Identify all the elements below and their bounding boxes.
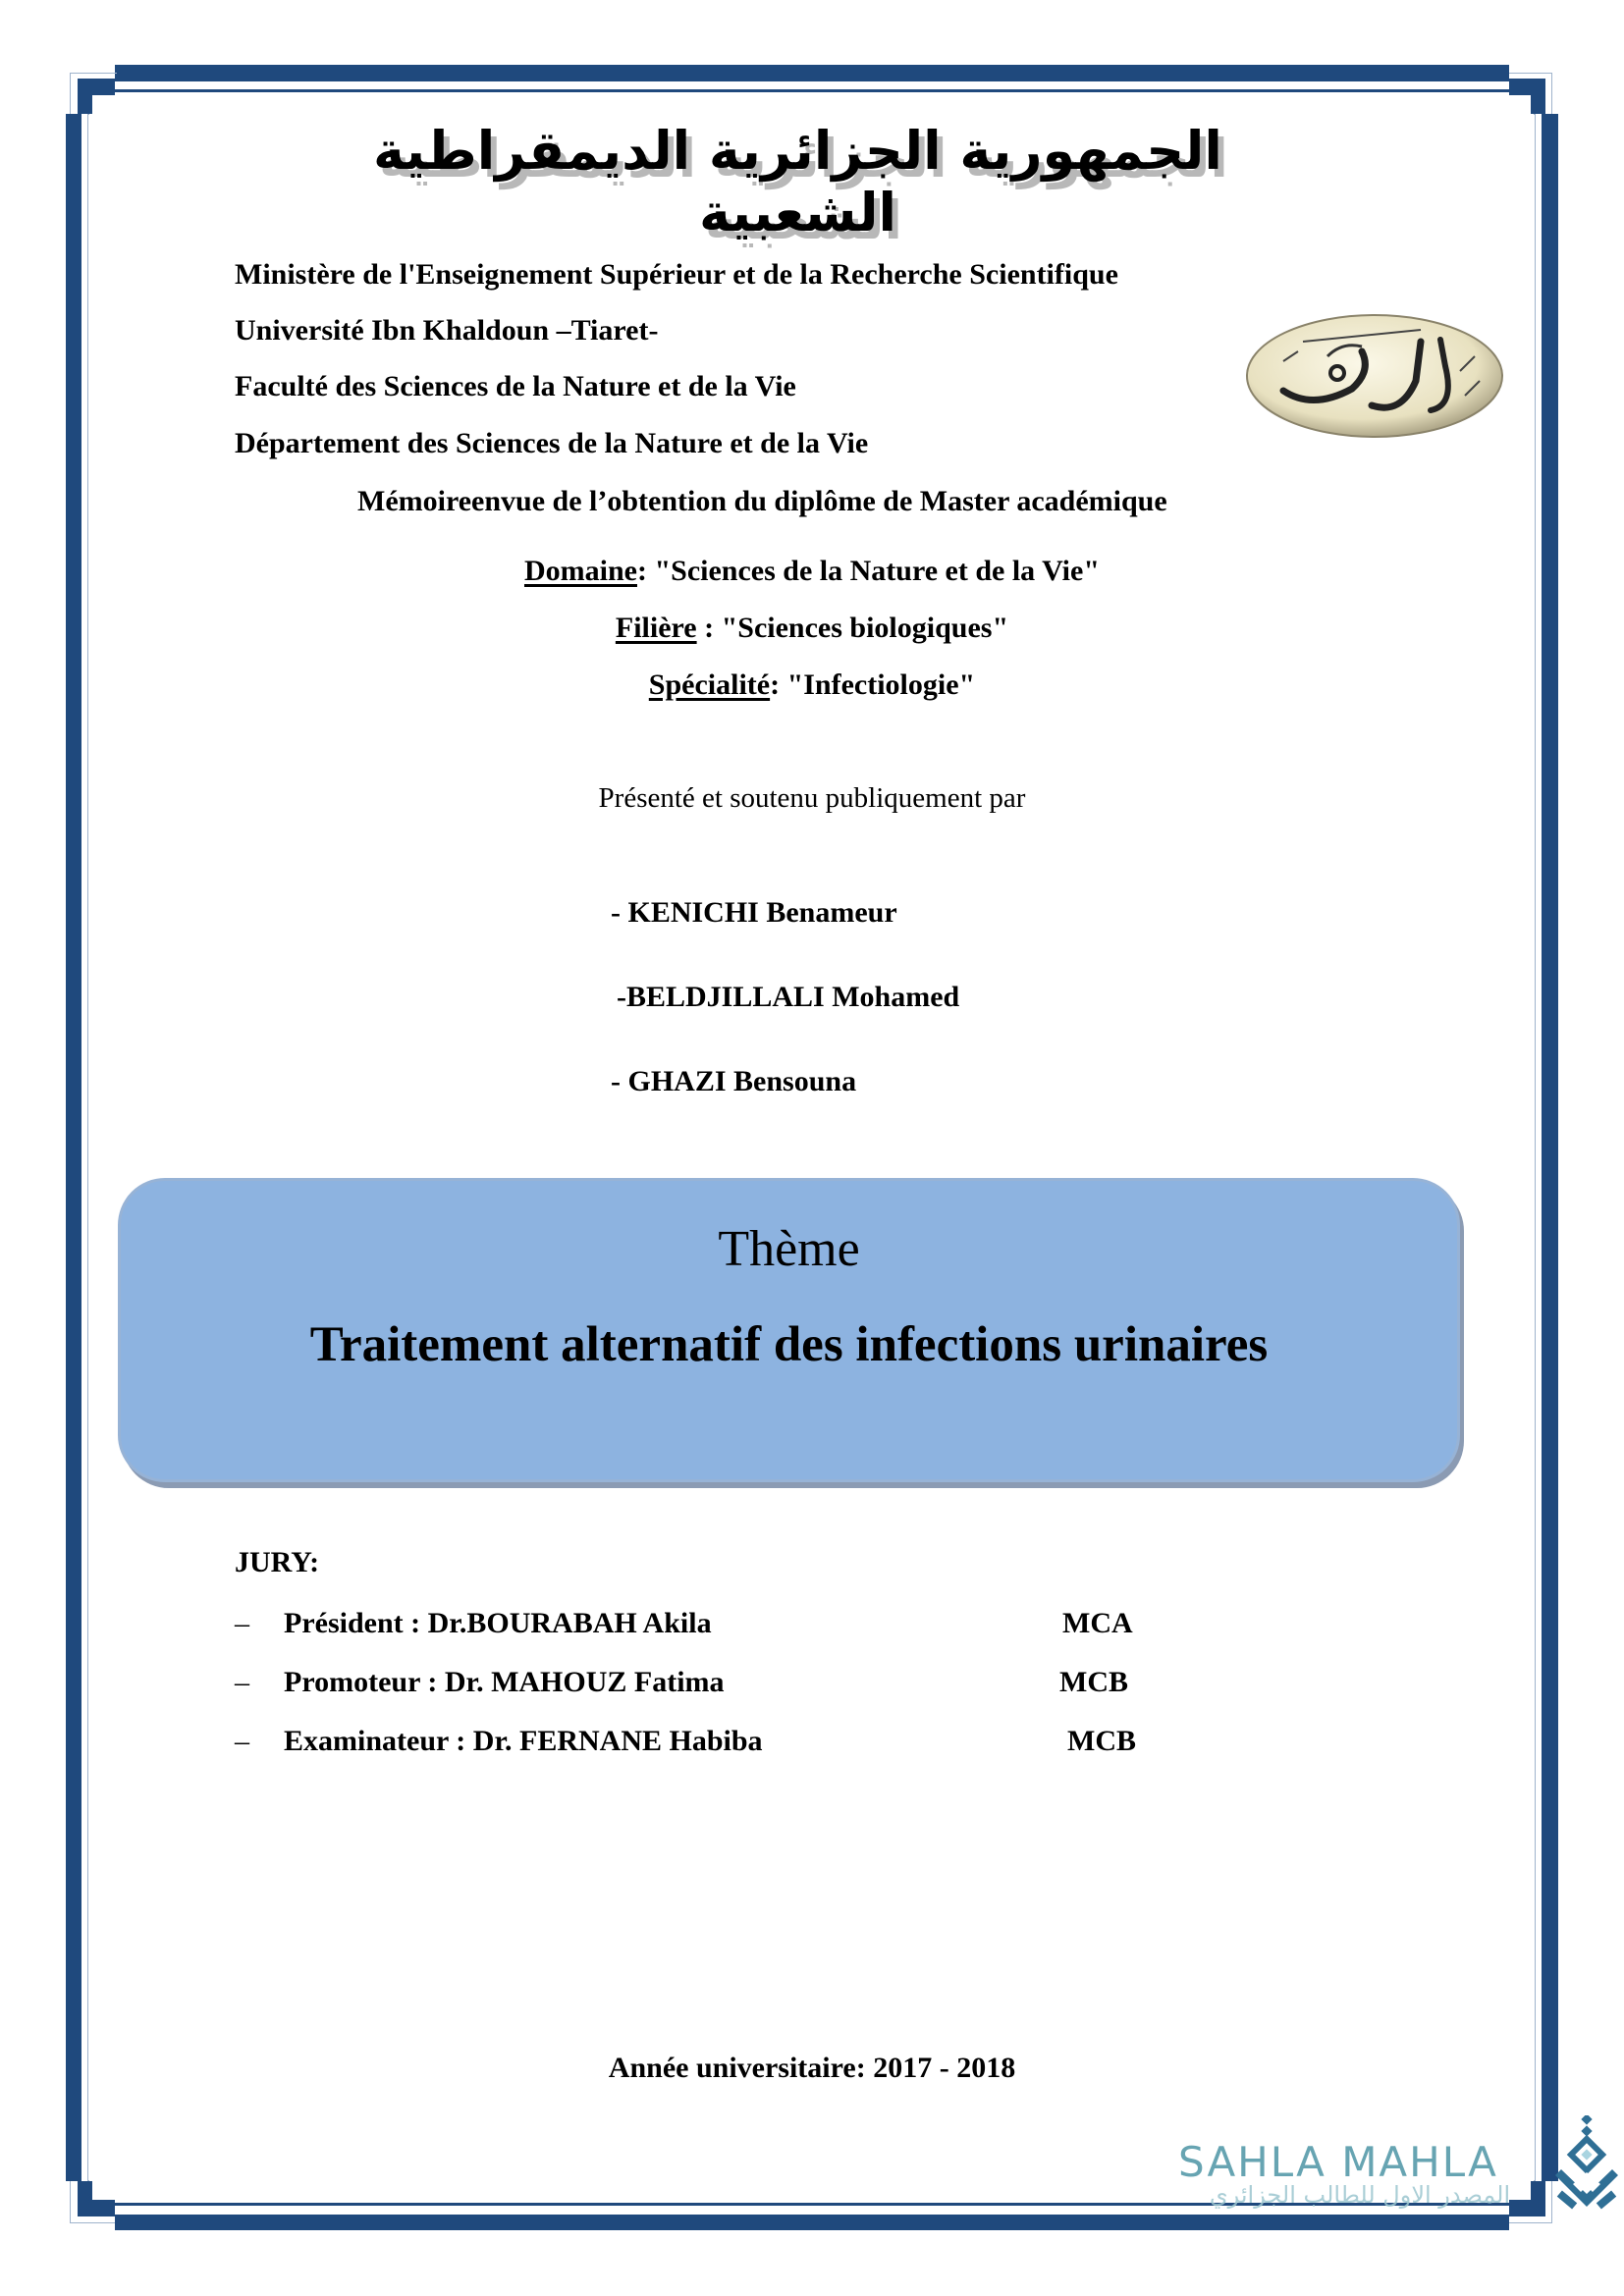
specialite-value: : "Infectiologie": [770, 668, 976, 701]
frame-bottom-bar: [115, 2215, 1509, 2230]
faculty-line: Faculté des Sciences de la Nature et de la Vie: [235, 370, 796, 402]
watermark-brand: SAHLA MAHLA: [1178, 2138, 1498, 2186]
jury-member-grade: MCB: [1067, 1725, 1136, 1757]
author-3: - GHAZI Bensouna: [611, 1065, 857, 1097]
filiere-label: Filière: [615, 612, 697, 644]
theme-label: Thème: [718, 1221, 860, 1277]
specialite-label: Spécialité: [648, 668, 771, 701]
jury-member-name: Promoteur : Dr. MAHOUZ Fatima: [284, 1666, 725, 1698]
list-dash: –: [235, 1725, 249, 1757]
frame-left-bar: [66, 114, 81, 2181]
frame-right-bar: [1542, 114, 1558, 2181]
jury-heading: JURY:: [235, 1546, 320, 1578]
list-dash: –: [235, 1607, 249, 1639]
ministry-line: Ministère de l'Enseignement Supérieur et de la Recherche Scientifique: [235, 258, 1118, 291]
presented-by: Présenté et soutenu publiquement par: [598, 782, 1026, 814]
thesis-title: Traitement alternatif des infections urinaires: [309, 1317, 1269, 1372]
sahla-mahla-logo-icon: [1553, 2115, 1622, 2214]
jury-member-grade: MCA: [1062, 1607, 1133, 1639]
theme-box: [118, 1178, 1460, 1482]
memoire-line: Mémoireenvue de l’obtention du diplôme de Master académique: [357, 485, 1167, 517]
author-2: -BELDJILLALI Mohamed: [617, 981, 960, 1013]
jury-member: [235, 1725, 1167, 1764]
domaine-line: [0, 555, 1624, 588]
arabic-republic-title: الجمهورية الجزائرية الديمقراطية الشعبية: [373, 120, 1222, 243]
frame-top-inner-line: [115, 89, 1509, 92]
jury-member: [235, 1607, 1167, 1646]
university-logo: [1244, 312, 1505, 440]
jury-member-grade: MCB: [1059, 1666, 1128, 1698]
jury-member: [235, 1666, 1167, 1705]
academic-year: Année universitaire: 2017 - 2018: [608, 2052, 1016, 2084]
frame-left-inner-line: [87, 114, 89, 2181]
list-dash: –: [235, 1666, 249, 1698]
frame-corner-tl-v: [78, 79, 92, 114]
domaine-value: : "Sciences de la Nature et de la Vie": [636, 555, 1100, 587]
author-1: - KENICHI Benameur: [611, 896, 897, 929]
frame-corner-tr-v: [1531, 79, 1545, 114]
filiere-line: [0, 612, 1624, 645]
university-line: Université Ibn Khaldoun –Tiaret-: [235, 314, 659, 347]
frame-corner-bl: [78, 2200, 115, 2216]
university-logo-icon: [1244, 312, 1505, 440]
frame-right-inner-line: [1534, 114, 1536, 2181]
frame-top-bar: [115, 65, 1509, 81]
watermark-subtitle: المصدر الاول للطالب الجزائري: [1209, 2181, 1511, 2209]
jury-member-name: Président : Dr.BOURABAH Akila: [284, 1607, 712, 1639]
filiere-value: : "Sciences biologiques": [696, 612, 1009, 644]
department-line: Département des Sciences de la Nature et de la Vie: [235, 427, 869, 459]
jury-member-name: Examinateur : Dr. FERNANE Habiba: [284, 1725, 763, 1757]
domaine-label: Domaine: [523, 555, 637, 587]
specialite-line: [0, 668, 1624, 702]
